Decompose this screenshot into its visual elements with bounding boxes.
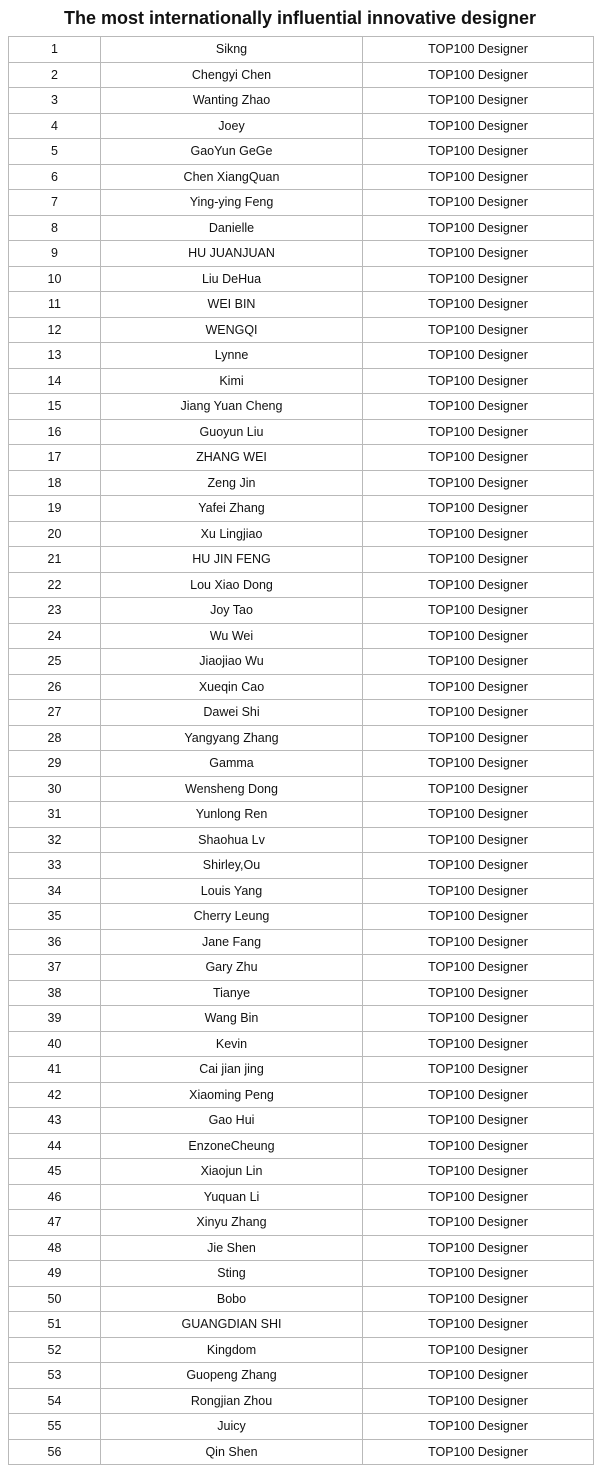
title-cell: TOP100 Designer bbox=[363, 674, 594, 700]
table-row bbox=[9, 623, 594, 649]
title-cell: TOP100 Designer bbox=[363, 1006, 594, 1032]
table-row bbox=[9, 1388, 594, 1414]
title-cell: TOP100 Designer bbox=[363, 980, 594, 1006]
table-row bbox=[9, 598, 594, 624]
name-cell: Xiaojun Lin bbox=[101, 1159, 363, 1185]
title-cell: TOP100 Designer bbox=[363, 394, 594, 420]
name-cell: Chen XiangQuan bbox=[101, 164, 363, 190]
rank-cell: 47 bbox=[9, 1210, 101, 1236]
name-cell: GaoYun GeGe bbox=[101, 139, 363, 165]
name-cell: Kingdom bbox=[101, 1337, 363, 1363]
name-cell: Shaohua Lv bbox=[101, 827, 363, 853]
table-row bbox=[9, 1210, 594, 1236]
table-row bbox=[9, 368, 594, 394]
page-title: The most internationally influential innovative designer bbox=[63, 8, 537, 28]
title-cell: TOP100 Designer bbox=[363, 1337, 594, 1363]
title-cell: TOP100 Designer bbox=[363, 1286, 594, 1312]
name-cell: Louis Yang bbox=[101, 878, 363, 904]
designer-table-body bbox=[9, 37, 594, 1465]
name-cell: Wu Wei bbox=[101, 623, 363, 649]
name-cell: Shirley,Ou bbox=[101, 853, 363, 879]
rank-cell: 55 bbox=[9, 1414, 101, 1440]
title-cell: TOP100 Designer bbox=[363, 1235, 594, 1261]
table-row bbox=[9, 1286, 594, 1312]
rank-cell: 14 bbox=[9, 368, 101, 394]
rank-cell: 41 bbox=[9, 1057, 101, 1083]
rank-cell: 48 bbox=[9, 1235, 101, 1261]
table-row bbox=[9, 980, 594, 1006]
title-cell: TOP100 Designer bbox=[363, 904, 594, 930]
rank-cell: 17 bbox=[9, 445, 101, 471]
title-cell: TOP100 Designer bbox=[363, 547, 594, 573]
rank-cell: 7 bbox=[9, 190, 101, 216]
title-cell: TOP100 Designer bbox=[363, 368, 594, 394]
name-cell: Liu DeHua bbox=[101, 266, 363, 292]
name-cell: WEI BIN bbox=[101, 292, 363, 318]
title-cell: TOP100 Designer bbox=[363, 827, 594, 853]
title-cell: TOP100 Designer bbox=[363, 292, 594, 318]
name-cell: Tianye bbox=[101, 980, 363, 1006]
name-cell: Joy Tao bbox=[101, 598, 363, 624]
table-row bbox=[9, 190, 594, 216]
rank-cell: 21 bbox=[9, 547, 101, 573]
title-cell: TOP100 Designer bbox=[363, 751, 594, 777]
name-cell: ZHANG WEI bbox=[101, 445, 363, 471]
table-row bbox=[9, 266, 594, 292]
rank-cell: 54 bbox=[9, 1388, 101, 1414]
table-row bbox=[9, 751, 594, 777]
table-row bbox=[9, 343, 594, 369]
name-cell: HU JIN FENG bbox=[101, 547, 363, 573]
rank-cell: 42 bbox=[9, 1082, 101, 1108]
rank-cell: 52 bbox=[9, 1337, 101, 1363]
title-cell: TOP100 Designer bbox=[363, 62, 594, 88]
rank-cell: 34 bbox=[9, 878, 101, 904]
table-row bbox=[9, 802, 594, 828]
name-cell: Cherry Leung bbox=[101, 904, 363, 930]
name-cell: Xiaoming Peng bbox=[101, 1082, 363, 1108]
name-cell: Chengyi Chen bbox=[101, 62, 363, 88]
rank-cell: 38 bbox=[9, 980, 101, 1006]
table-row bbox=[9, 317, 594, 343]
title-cell: TOP100 Designer bbox=[363, 343, 594, 369]
rank-cell: 40 bbox=[9, 1031, 101, 1057]
rank-cell: 37 bbox=[9, 955, 101, 981]
table-row bbox=[9, 445, 594, 471]
title-cell: TOP100 Designer bbox=[363, 700, 594, 726]
rank-cell: 13 bbox=[9, 343, 101, 369]
rank-cell: 10 bbox=[9, 266, 101, 292]
name-cell: Jiang Yuan Cheng bbox=[101, 394, 363, 420]
rank-cell: 12 bbox=[9, 317, 101, 343]
title-cell: TOP100 Designer bbox=[363, 1108, 594, 1134]
table-row bbox=[9, 1312, 594, 1338]
name-cell: Sikng bbox=[101, 37, 363, 63]
table-row bbox=[9, 700, 594, 726]
rank-cell: 44 bbox=[9, 1133, 101, 1159]
name-cell: Xu Lingjiao bbox=[101, 521, 363, 547]
table-row bbox=[9, 955, 594, 981]
rank-cell: 27 bbox=[9, 700, 101, 726]
table-row bbox=[9, 521, 594, 547]
rank-cell: 32 bbox=[9, 827, 101, 853]
name-cell: Lynne bbox=[101, 343, 363, 369]
table-row bbox=[9, 164, 594, 190]
table-row bbox=[9, 1031, 594, 1057]
name-cell: Danielle bbox=[101, 215, 363, 241]
table-row bbox=[9, 62, 594, 88]
rank-cell: 15 bbox=[9, 394, 101, 420]
table-row bbox=[9, 904, 594, 930]
title-cell: TOP100 Designer bbox=[363, 1312, 594, 1338]
table-row bbox=[9, 215, 594, 241]
title-cell: TOP100 Designer bbox=[363, 445, 594, 471]
name-cell: HU JUANJUAN bbox=[101, 241, 363, 267]
rank-cell: 26 bbox=[9, 674, 101, 700]
table-row bbox=[9, 929, 594, 955]
name-cell: Jie Shen bbox=[101, 1235, 363, 1261]
title-cell: TOP100 Designer bbox=[363, 317, 594, 343]
title-cell: TOP100 Designer bbox=[363, 725, 594, 751]
table-row bbox=[9, 1108, 594, 1134]
table-row bbox=[9, 725, 594, 751]
rank-cell: 49 bbox=[9, 1261, 101, 1287]
name-cell: Jiaojiao Wu bbox=[101, 649, 363, 675]
name-cell: EnzoneCheung bbox=[101, 1133, 363, 1159]
table-row bbox=[9, 113, 594, 139]
name-cell: Gao Hui bbox=[101, 1108, 363, 1134]
title-cell: TOP100 Designer bbox=[363, 1133, 594, 1159]
rank-cell: 28 bbox=[9, 725, 101, 751]
table-row bbox=[9, 776, 594, 802]
title-cell: TOP100 Designer bbox=[363, 190, 594, 216]
table-row bbox=[9, 853, 594, 879]
rank-cell: 6 bbox=[9, 164, 101, 190]
rank-cell: 8 bbox=[9, 215, 101, 241]
name-cell: Cai jian jing bbox=[101, 1057, 363, 1083]
name-cell: Jane Fang bbox=[101, 929, 363, 955]
name-cell: WENGQI bbox=[101, 317, 363, 343]
table-row bbox=[9, 1261, 594, 1287]
title-cell: TOP100 Designer bbox=[363, 241, 594, 267]
rank-cell: 25 bbox=[9, 649, 101, 675]
name-cell: Yangyang Zhang bbox=[101, 725, 363, 751]
table-row bbox=[9, 37, 594, 63]
rank-cell: 11 bbox=[9, 292, 101, 318]
rank-cell: 31 bbox=[9, 802, 101, 828]
table-row bbox=[9, 419, 594, 445]
title-cell: TOP100 Designer bbox=[363, 1031, 594, 1057]
name-cell: Rongjian Zhou bbox=[101, 1388, 363, 1414]
table-row bbox=[9, 1057, 594, 1083]
name-cell: Sting bbox=[101, 1261, 363, 1287]
table-row bbox=[9, 1337, 594, 1363]
rank-cell: 36 bbox=[9, 929, 101, 955]
name-cell: Yuquan Li bbox=[101, 1184, 363, 1210]
title-cell: TOP100 Designer bbox=[363, 1414, 594, 1440]
name-cell: Wanting Zhao bbox=[101, 88, 363, 114]
title-cell: TOP100 Designer bbox=[363, 776, 594, 802]
title-cell: TOP100 Designer bbox=[363, 1159, 594, 1185]
rank-cell: 20 bbox=[9, 521, 101, 547]
table-row bbox=[9, 1184, 594, 1210]
table-row bbox=[9, 649, 594, 675]
title-cell: TOP100 Designer bbox=[363, 929, 594, 955]
table-row bbox=[9, 547, 594, 573]
title-cell: TOP100 Designer bbox=[363, 496, 594, 522]
name-cell: Yafei Zhang bbox=[101, 496, 363, 522]
name-cell: Joey bbox=[101, 113, 363, 139]
title-cell: TOP100 Designer bbox=[363, 1082, 594, 1108]
rank-cell: 30 bbox=[9, 776, 101, 802]
title-cell: TOP100 Designer bbox=[363, 266, 594, 292]
name-cell: Xueqin Cao bbox=[101, 674, 363, 700]
rank-cell: 22 bbox=[9, 572, 101, 598]
title-cell: TOP100 Designer bbox=[363, 419, 594, 445]
table-row bbox=[9, 241, 594, 267]
name-cell: Ying-ying Feng bbox=[101, 190, 363, 216]
rank-cell: 50 bbox=[9, 1286, 101, 1312]
rank-cell: 9 bbox=[9, 241, 101, 267]
table-row bbox=[9, 88, 594, 114]
table-row bbox=[9, 1363, 594, 1389]
rank-cell: 39 bbox=[9, 1006, 101, 1032]
title-cell: TOP100 Designer bbox=[363, 1057, 594, 1083]
name-cell: Wensheng Dong bbox=[101, 776, 363, 802]
title-cell: TOP100 Designer bbox=[363, 649, 594, 675]
title-cell: TOP100 Designer bbox=[363, 598, 594, 624]
rank-cell: 43 bbox=[9, 1108, 101, 1134]
rank-cell: 5 bbox=[9, 139, 101, 165]
title-cell: TOP100 Designer bbox=[363, 802, 594, 828]
table-row bbox=[9, 496, 594, 522]
name-cell: Lou Xiao Dong bbox=[101, 572, 363, 598]
name-cell: Juicy bbox=[101, 1414, 363, 1440]
title-cell: TOP100 Designer bbox=[363, 1261, 594, 1287]
title-cell: TOP100 Designer bbox=[363, 37, 594, 63]
title-cell: TOP100 Designer bbox=[363, 1363, 594, 1389]
title-cell: TOP100 Designer bbox=[363, 215, 594, 241]
rank-cell: 3 bbox=[9, 88, 101, 114]
rank-cell: 24 bbox=[9, 623, 101, 649]
rank-cell: 53 bbox=[9, 1363, 101, 1389]
table-row bbox=[9, 139, 594, 165]
name-cell: Gamma bbox=[101, 751, 363, 777]
title-cell: TOP100 Designer bbox=[363, 623, 594, 649]
rank-cell: 45 bbox=[9, 1159, 101, 1185]
title-cell: TOP100 Designer bbox=[363, 164, 594, 190]
title-cell: TOP100 Designer bbox=[363, 88, 594, 114]
rank-cell: 33 bbox=[9, 853, 101, 879]
rank-cell: 4 bbox=[9, 113, 101, 139]
name-cell: Gary Zhu bbox=[101, 955, 363, 981]
rank-cell: 23 bbox=[9, 598, 101, 624]
rank-cell: 1 bbox=[9, 37, 101, 63]
table-row bbox=[9, 827, 594, 853]
title-cell: TOP100 Designer bbox=[363, 1210, 594, 1236]
rank-cell: 29 bbox=[9, 751, 101, 777]
title-cell: TOP100 Designer bbox=[363, 572, 594, 598]
name-cell: Guoyun Liu bbox=[101, 419, 363, 445]
title-cell: TOP100 Designer bbox=[363, 113, 594, 139]
rank-cell: 16 bbox=[9, 419, 101, 445]
title-cell: TOP100 Designer bbox=[363, 1184, 594, 1210]
table-row bbox=[9, 572, 594, 598]
rank-cell: 46 bbox=[9, 1184, 101, 1210]
table-row bbox=[9, 394, 594, 420]
table-row bbox=[9, 674, 594, 700]
title-cell: TOP100 Designer bbox=[363, 470, 594, 496]
table-row bbox=[9, 292, 594, 318]
name-cell: Bobo bbox=[101, 1286, 363, 1312]
name-cell: Dawei Shi bbox=[101, 700, 363, 726]
table-row bbox=[9, 1439, 594, 1465]
name-cell: Guopeng Zhang bbox=[101, 1363, 363, 1389]
name-cell: Kevin bbox=[101, 1031, 363, 1057]
name-cell: GUANGDIAN SHI bbox=[101, 1312, 363, 1338]
title-cell: TOP100 Designer bbox=[363, 1439, 594, 1465]
title-cell: TOP100 Designer bbox=[363, 955, 594, 981]
rank-cell: 18 bbox=[9, 470, 101, 496]
table-row bbox=[9, 1133, 594, 1159]
table-row bbox=[9, 878, 594, 904]
designer-table bbox=[8, 36, 594, 1465]
rank-cell: 2 bbox=[9, 62, 101, 88]
rank-cell: 51 bbox=[9, 1312, 101, 1338]
rank-cell: 19 bbox=[9, 496, 101, 522]
name-cell: Zeng Jin bbox=[101, 470, 363, 496]
title-cell: TOP100 Designer bbox=[363, 521, 594, 547]
table-row bbox=[9, 470, 594, 496]
title-cell: TOP100 Designer bbox=[363, 853, 594, 879]
title-cell: TOP100 Designer bbox=[363, 139, 594, 165]
name-cell: Xinyu Zhang bbox=[101, 1210, 363, 1236]
title-cell: TOP100 Designer bbox=[363, 878, 594, 904]
name-cell: Kimi bbox=[101, 368, 363, 394]
table-row bbox=[9, 1006, 594, 1032]
name-cell: Qin Shen bbox=[101, 1439, 363, 1465]
name-cell: Wang Bin bbox=[101, 1006, 363, 1032]
title-cell: TOP100 Designer bbox=[363, 1388, 594, 1414]
name-cell: Yunlong Ren bbox=[101, 802, 363, 828]
rank-cell: 56 bbox=[9, 1439, 101, 1465]
table-row bbox=[9, 1159, 594, 1185]
table-row bbox=[9, 1235, 594, 1261]
table-row bbox=[9, 1414, 594, 1440]
rank-cell: 35 bbox=[9, 904, 101, 930]
table-row bbox=[9, 1082, 594, 1108]
